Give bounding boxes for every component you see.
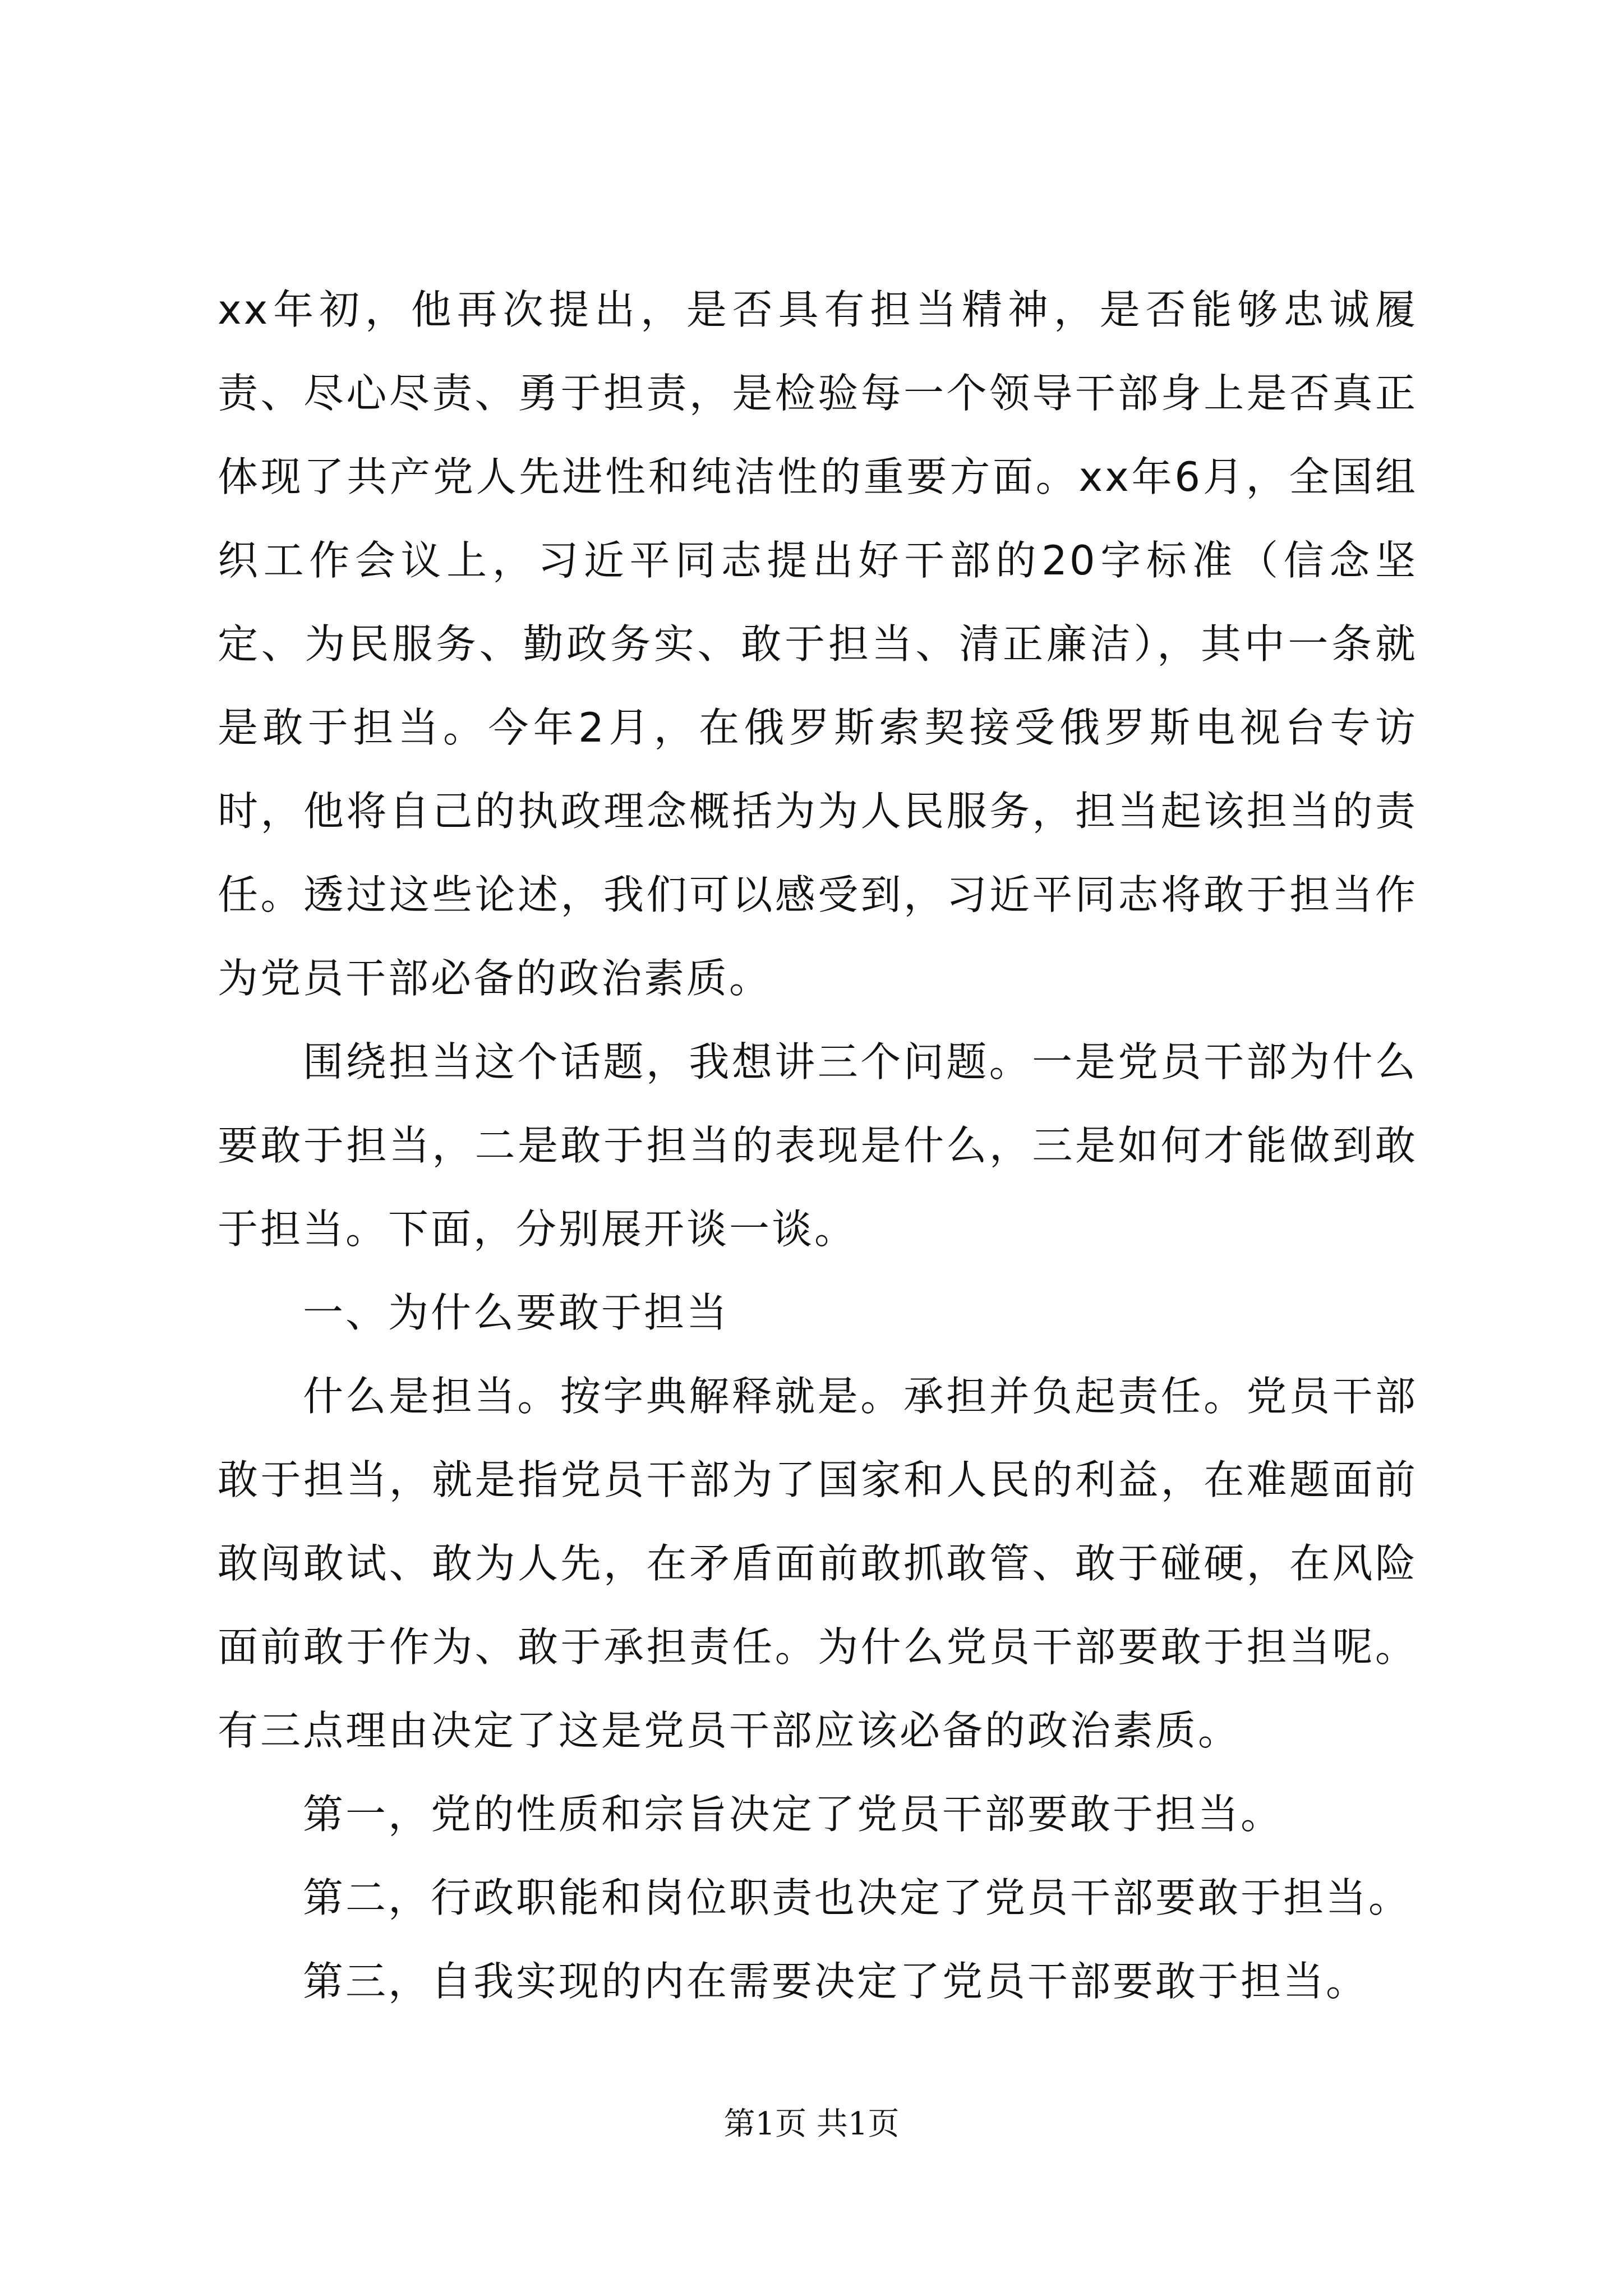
page-number-footer: 第1页 共1页 bbox=[723, 2106, 900, 2142]
section-heading: 一、为什么要敢于担当 bbox=[303, 1289, 730, 1336]
document-body bbox=[218, 268, 1418, 2023]
paragraph-definition: 什么是担当。按字典解释就是。承担并负起责任。党员干部敢于担当，就是指党员干部为了国家和人民的利益，在难题面前敢闯敢试、敢为人先，在矛盾面前敢抓敢管、敢于碰硬，在风险面前敢于作为、敢于承担责任。为什么党员干部要敢于担当呢。有三点理由决定了这是党员干部应该必备的政治素质。 bbox=[218, 1373, 1418, 1754]
list-item-second: 第二，行政职能和岗位职责也决定了党员干部要敢于担当。 bbox=[303, 1874, 1412, 1921]
list-item-first: 第一，党的性质和宗旨决定了党员干部要敢于担当。 bbox=[303, 1791, 1284, 1838]
paragraph-topic: 围绕担当这个话题，我想讲三个问题。一是党员干部为什么要敢于担当，二是敢于担当的表现是什么，三是如何才能做到敢于担当。下面，分别展开谈一谈。 bbox=[218, 1038, 1418, 1253]
list-item-third: 第三，自我实现的内在需要决定了党员干部要敢于担当。 bbox=[303, 1958, 1369, 2005]
paragraph-intro: xx年初，他再次提出，是否具有担当精神，是否能够忠诚履责、尽心尽责、勇于担责，是检验每一个领导干部身上是否真正体现了共产党人先进性和纯洁性的重要方面。xx年6月，全国组织工作会议上，习近平同志提出好干部的20字标准（信念坚定、为民服务、勤政务实、敢于担当、清正廉洁），其中一条就是敢于担当。今年2月，在俄罗斯索契接受俄罗斯电视台专访时，他将自己的执政理念概括为为人民服务，担当起该担当的责任。透过这些论述，我们可以感受到，习近平同志将敢于担当作为党员干部必备的政治素质。 bbox=[218, 286, 1418, 1002]
